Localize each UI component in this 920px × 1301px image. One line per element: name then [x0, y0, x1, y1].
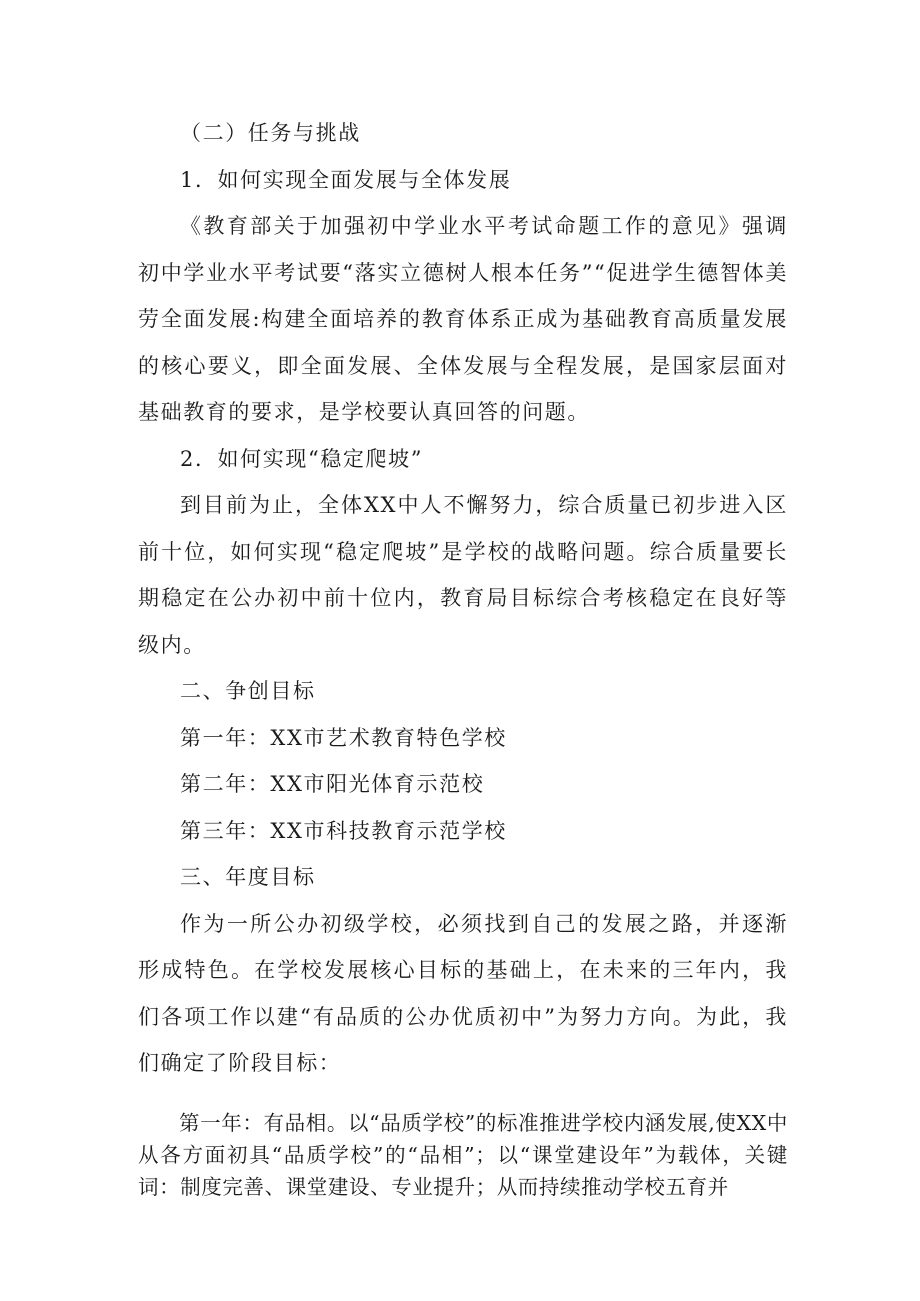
goal-year1: 第一年：XX市艺术教育特色学校 [180, 725, 507, 750]
annual-paragraph: 作为一所公办初级学校，必须找到自己的发展之路，并逐渐形成特色。在学校发展核心目标的基础上，在未来的三年内，我们各项工作以建“有品质的公办优质初中”为努力方向。为此，我们确定了阶段目标： [138, 911, 788, 1075]
section-heading-tasks: （二）任务与挑战 [180, 121, 361, 145]
item2-heading: 2．如何实现“稳定爬坡” [180, 446, 424, 471]
document-body [138, 110, 788, 1203]
goal-year3: 第三年：XX市科技教育示范学校 [180, 818, 507, 843]
item1-paragraph: 《教育部关于加强初中学业水平考试命题工作的意见》强调初中学业水平考试要“落实立德树人根本任务”“促进学生德智体美劳全面发展:构建全面培养的教育体系正成为基础教育高质量发展的核心要义，即全面发展、全体发展与全程发展，是国家层面对基础教育的要求，是学校要认真回答的问题。 [138, 214, 788, 424]
annual-heading: 三、年度目标 [180, 865, 316, 889]
goal-year2: 第二年：XX市阳光体育示范校 [180, 772, 485, 796]
goals-heading: 二、争创目标 [180, 679, 316, 703]
item2-paragraph: 到目前为止，全体XX中人不懈努力，综合质量已初步进入区前十位，如何实现“稳定爬坡”是学校的战略问题。综合质量要长期稳定在公办初中前十位内，教育局目标综合考核稳定在良好等级内。 [138, 493, 788, 657]
item1-heading: 1．如何实现全面发展与全体发展 [180, 167, 512, 192]
year1-paragraph: 第一年：有品相。以“品质学校”的标准推进学校内涵发展,使XX中从各方面初具“品质学校”的“品相”；以“课堂建设年”为载体，关键词：制度完善、课堂建设、专业提升；从而持续推动学校五育并 [138, 1110, 788, 1199]
